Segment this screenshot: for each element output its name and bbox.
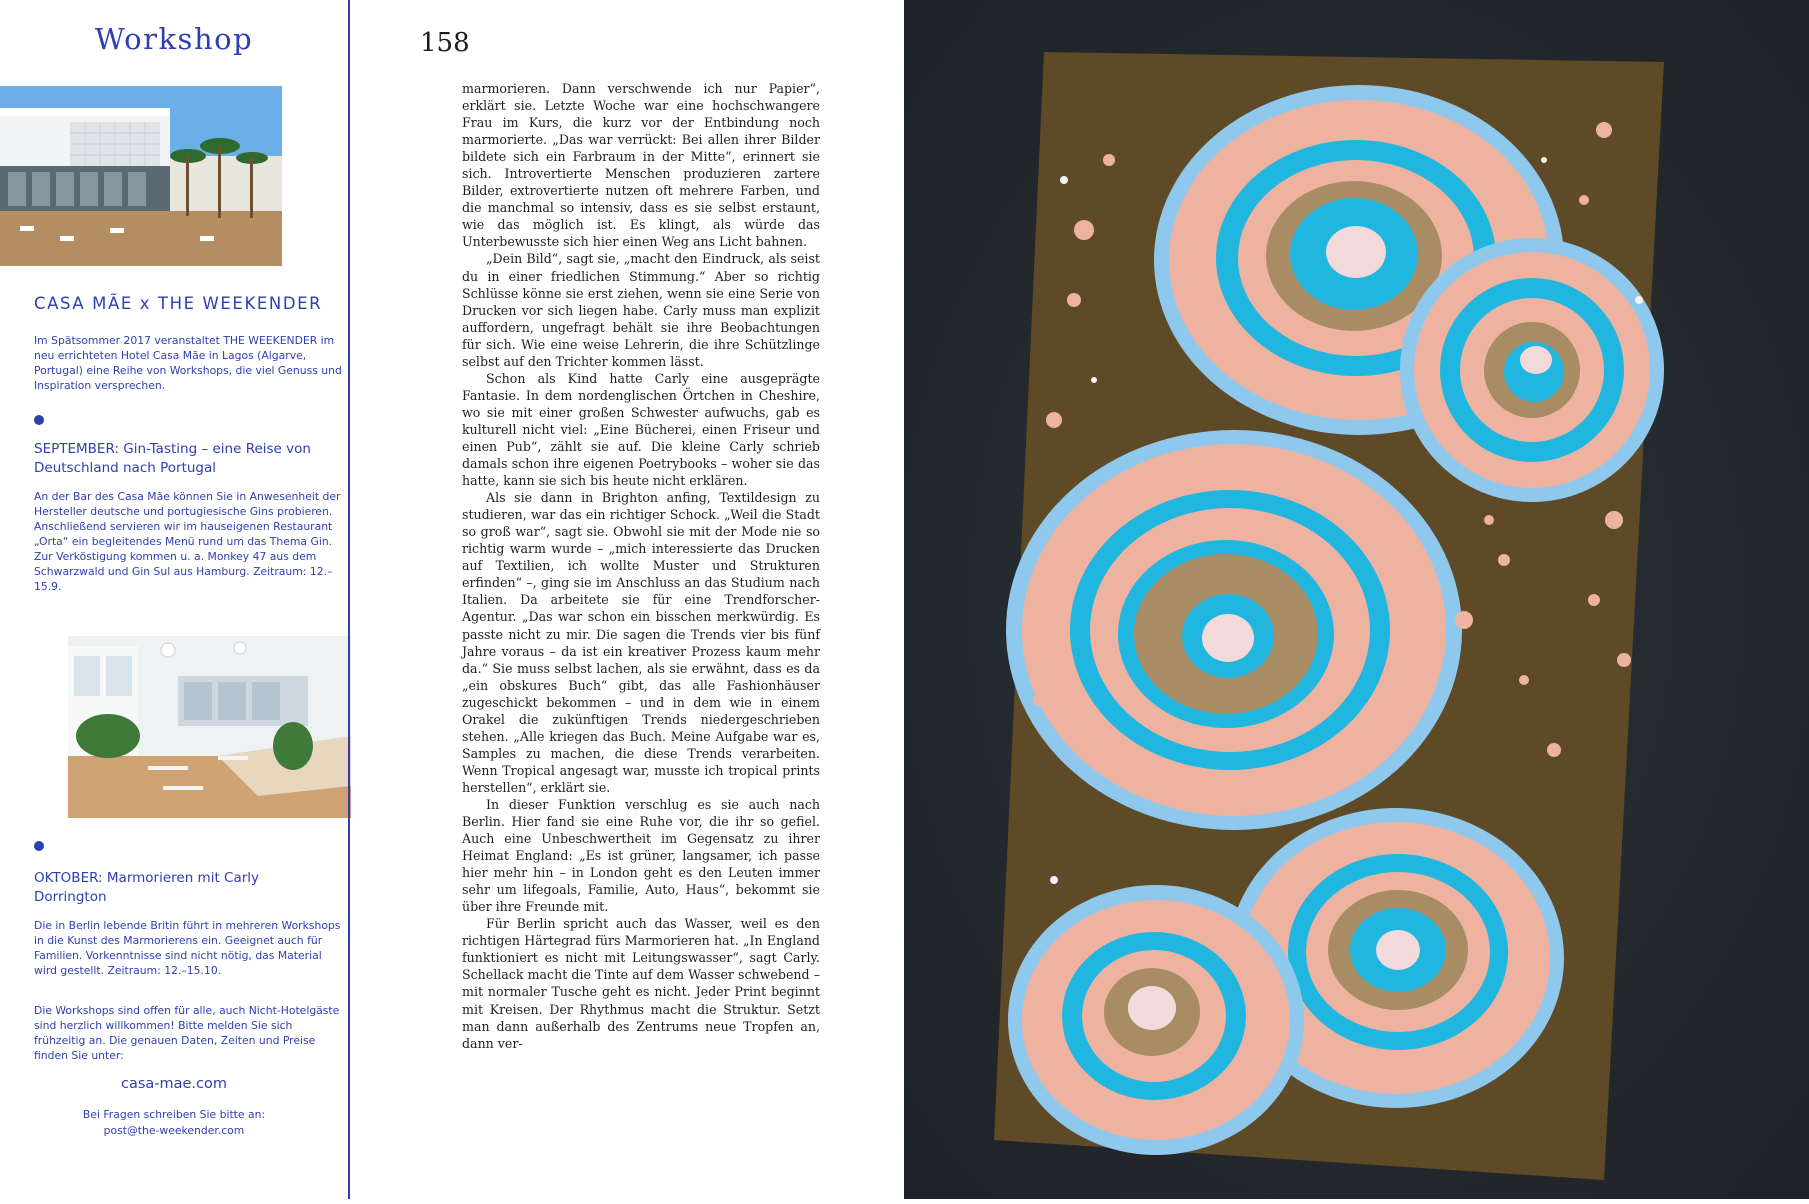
bullet-dot <box>34 841 44 851</box>
marbled-paper-photo <box>904 0 1809 1199</box>
section-label: Workshop <box>94 22 254 56</box>
article-paragraph-2: „Dein Bild“, sagt sie, „macht den Eindruck, als seist du in einer friedlichen Stimmung.“ Aber so richtig Schlüsse könne sie erst ziehen, wenn sie eine Serie von Drucken vor sich liegen habe. Carly muss man explizit auffordern, ungefragt behält sie ihre Beobachtungen für sich. Wie eine weise Lehrerin, die ihre Schützlinge selbst auf den Trichter kommen lässt. <box>462 251 820 369</box>
intro-heading: CASA MÃE x THE WEEKENDER <box>34 294 323 313</box>
article-paragraph-1: marmorieren. Dann verschwende ich nur Papier“, erklärt sie. Letzte Woche war eine hochschwangere Frau im Kurs, die kurz vor der Entbindung noch marmorierte. „Das war verrückt: Bei allen ihrer Bilder bildete sich ein Farbraum in der Mitte“, erinnert sie sich. Introvertierte Menschen produzieren zartere Bilder, extrovertierte nutzen oft mehrere Farben, und die manchmal so intensiv, dass es sie selbst erstaunt, wie das möglich ist. Es klingt, als würde das Unterbewusste sich hier einen Weg ans Licht bahnen. <box>462 81 820 250</box>
article-paragraph-4: Als sie dann in Brighton anfing, Textildesign zu studieren, war das ein richtiger Schock. „Weil die Stadt so groß war“, sagt sie. Obwohl sie mit der Mode nie so richtig warm wurde – „mich interessierte das Drucken auf Textilien, ich wollte Muster und Strukturen erfinden“ –, ging sie im Anschluss an das Studium nach Italien. Da arbeitete sie für eine Trendforscher-Agentur. „Das war schon ein bisschen merkwürdig. Es passte nicht zu mir. Die sagen die Trends vier bis fünf Jahre voraus – da ist ein kreativer Prozess kaum mehr da.“ Sie muss selbst lachen, als sie erwähnt, dass es da „ein obskures Buch“ gibt, das alle Fashionhäuser zugeschickt bekommen – und in dem wie in einem Orakel die zukünftigen Trends niedergeschrieben stehen. „Alle kriegen das Buch. Meine Aufgabe war es, Samples zu machen, die diese Trends verarbeiten. Wenn Tropical angesagt war, musste ich tropical prints herstellen“, erklärt sie. <box>462 490 820 795</box>
bullet-dot <box>34 415 44 425</box>
article-paragraph-3: Schon als Kind hatte Carly eine ausgeprägte Fantasie. In dem nordenglischen Örtchen in Cheshire, wo sie mit einer großen Schwester aufwuchs, gab es kulturell nicht viel: „Eine Bücherei, einen Friseur und einen Pub“, zählt sie auf. Die kleine Carly schrieb damals schon ihre eigenen Poetrybooks – woher sie das hatte, kann sie sich bis heute nicht erklären. <box>462 370 820 489</box>
article-paragraph-6: Für Berlin spricht auch das Wasser, weil es den richtigen Härtegrad fürs Marmorieren hat. „In England funktioniert es nicht mit Leitungswasser“, sagt Carly. Schellack macht die Tinte auf dem Wasser schwebend – mit normaler Tusche geht es nicht. Jeder Print beginnt mit Kreisen. Der Rhythmus macht die Struktur. Setzt man dann außerhalb des Zentrums neue Tropfen an, dann ver- <box>462 916 820 1051</box>
closing-text: Die Workshops sind offen für alle, auch Nicht-Hotelgäste sind herzlich willkommen! Bitte melden Sie sich frühzeitig an. Die genauen Daten, Zeiten und Preise finden Sie unter: <box>34 1004 340 1062</box>
sidebar-divider <box>348 0 350 1199</box>
event2-text: Die in Berlin lebende Britin führt in mehreren Workshops in die Kunst des Marmorierens ein. Geeignet auch für Familien. Vorkenntnisse sind nicht nötig, das Material wird gestellt. Zeitraum: 12.–15.10. <box>34 919 341 977</box>
event1-heading: SEPTEMBER: Gin-Tasting – eine Reise von Deutschland nach Portugal <box>34 441 311 476</box>
hotel-exterior-illustration <box>0 86 282 266</box>
restaurant-interior-photo <box>68 636 351 818</box>
page-number: 158 <box>420 28 470 58</box>
event2-heading: OKTOBER: Marmorieren mit Carly Dorrington <box>34 870 260 905</box>
sidebar-column <box>0 0 348 1199</box>
article-paragraph-5: In dieser Funktion verschlug es sie auch nach Berlin. Hier fand sie eine Ruhe vor, die ihr so gefiel. Auch eine Unbeschwertheit im Gegensatz zu ihrer Heimat England: „Es ist grüner, langsamer, ich passe hier mehr hin – in London geht es den Leuten immer sehr um lifegoals, Familie, Auto, Haus“, bekommt sie über ihre Freunde mit. <box>462 796 820 915</box>
contact-email[interactable]: post@the-weekender.com <box>103 1124 245 1137</box>
contact-label: Bei Fragen schreiben Sie bitte an: <box>82 1108 266 1121</box>
intro-text: Im Spätsommer 2017 veranstaltet THE WEEKENDER im neu errichteten Hotel Casa Mãe in Lagos (Algarve, Portugal) eine Reihe von Workshops, die viel Genuss und Inspiration versprechen. <box>34 334 342 392</box>
event1-text: An der Bar des Casa Mãe können Sie in Anwesenheit der Hersteller deutsche und portugiesische Gins probieren. Anschließend servieren wir im hauseigenen Restaurant „Orta“ ein begleitendes Menü rund um das Thema Gin. Zur Verköstigung kommen u. a. Monkey 47 aus dem Schwarzwald und Gin Sul aus Hamburg. Zeitraum: 12.–15.9. <box>34 490 341 593</box>
hotel-exterior-photo <box>0 86 282 266</box>
marbled-paper-illustration <box>904 0 1809 1199</box>
website-link[interactable]: casa-mae.com <box>120 1076 228 1092</box>
article-text <box>462 80 820 1052</box>
restaurant-interior-illustration <box>68 636 351 818</box>
